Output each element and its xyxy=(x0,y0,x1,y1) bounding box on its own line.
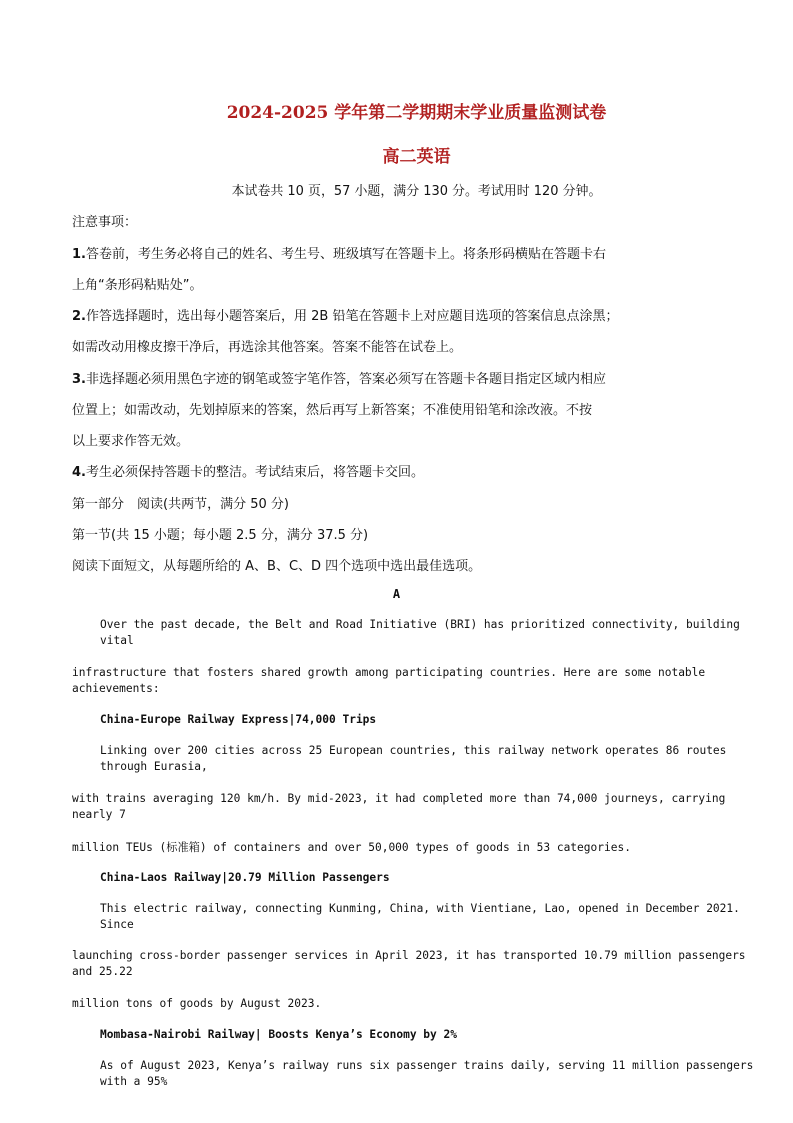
passage-text: million tons of goods by August 2023. xyxy=(72,997,322,1010)
section-heading: 第一节(共 15 小题；每小题 2.5 分，满分 37.5 分) xyxy=(72,528,369,543)
notice-item-3-cont2: 以上要求作答无效。 xyxy=(72,434,190,449)
notice-item-3-cont: 位置上；如需改动，先划掉原来的答案，然后再写上新答案；不准使用铅笔和涂改液。不按 xyxy=(72,403,593,418)
notice-heading: 注意事项： xyxy=(72,215,138,230)
passage-text: This electric railway, connecting Kunming, China, with Vientiane, Lao, opened in December 2021. xyxy=(100,902,740,915)
notice-item-4 xyxy=(72,461,424,480)
passage-label: A xyxy=(392,587,401,601)
notice-item-text: 作答选择题时，选出每小题答案后，用 2B 铅笔在答题卡上对应题目选项的答案信息点涂黑； xyxy=(85,309,619,324)
passage-subheading: China-Laos Railway|20.79 Million Passengers xyxy=(100,871,390,884)
passage-text: with a 95% xyxy=(100,1075,168,1088)
exam-title: 2024-2025 学年第二学期期末学业质量监测试卷 xyxy=(226,103,607,123)
notice-item-1 xyxy=(72,243,606,262)
notice-item-text: 答卷前，考生务必将自己的姓名、考生号、班级填写在答题卡上。将条形码横贴在答题卡右 xyxy=(85,247,606,262)
passage-text: Linking over 200 cities across 25 European countries, this railway network operates 86 routes xyxy=(100,744,727,757)
reading-instruction: 阅读下面短文，从每题所给的 A、B、C、D 四个选项中选出最佳选项。 xyxy=(72,559,482,574)
notice-item-number: 3. xyxy=(72,372,86,387)
notice-item-2-cont: 如需改动用橡皮擦干净后，再选涂其他答案。答案不能答在试卷上。 xyxy=(72,340,463,355)
passage-text: launching cross-border passenger services in April 2023, it has transported 10.79 million passengers xyxy=(72,949,746,962)
notice-item-number: 2. xyxy=(72,309,86,324)
passage-text: infrastructure that fosters shared growth among participating countries. Here are some notable xyxy=(72,666,706,679)
passage-text: Over the past decade, the Belt and Road Initiative (BRI) has prioritized connectivity, building xyxy=(100,618,740,631)
exam-subject: 高二英语 xyxy=(382,147,451,167)
notice-item-text: 非选择题必须用黑色字迹的钢笔或签字笔作答，答案必须写在答题卡各题目指定区域内相应 xyxy=(85,372,606,387)
passage-text: million TEUs (标准箱) of containers and over 50,000 types of goods in 53 categories. xyxy=(72,841,631,854)
notice-item-1-cont: 上角“条形码粘贴处”。 xyxy=(72,278,203,293)
notice-item-2 xyxy=(72,305,618,324)
notice-item-text: 考生必须保持答题卡的整洁。考试结束后，将答题卡交回。 xyxy=(85,465,424,480)
notice-item-number: 1. xyxy=(72,247,86,262)
passage-text: vital xyxy=(100,634,134,647)
passage-subheading: China-Europe Railway Express|74,000 Trips xyxy=(100,713,377,726)
passage-text: achievements: xyxy=(72,682,160,695)
passage-text: with trains averaging 120 km/h. By mid-2023, it had completed more than 74,000 journeys, carrying xyxy=(72,792,726,805)
notice-item-number: 4. xyxy=(72,465,86,480)
passage-subheading: Mombasa-Nairobi Railway| Boosts Kenya’s Economy by 2% xyxy=(100,1028,457,1041)
passage-text: through Eurasia, xyxy=(100,760,208,773)
passage-text: Since xyxy=(100,918,134,931)
passage-text: and 25.22 xyxy=(72,965,133,978)
passage-text: As of August 2023, Kenya’s railway runs six passenger trains daily, serving 11 million passengers xyxy=(100,1059,754,1072)
passage-text: nearly 7 xyxy=(72,808,126,821)
exam-intro: 本试卷共 10 页，57 小题，满分 130 分。考试用时 120 分钟。 xyxy=(231,184,602,199)
notice-item-3 xyxy=(72,368,606,387)
part-heading: 第一部分 阅读(共两节，满分 50 分) xyxy=(72,497,289,512)
